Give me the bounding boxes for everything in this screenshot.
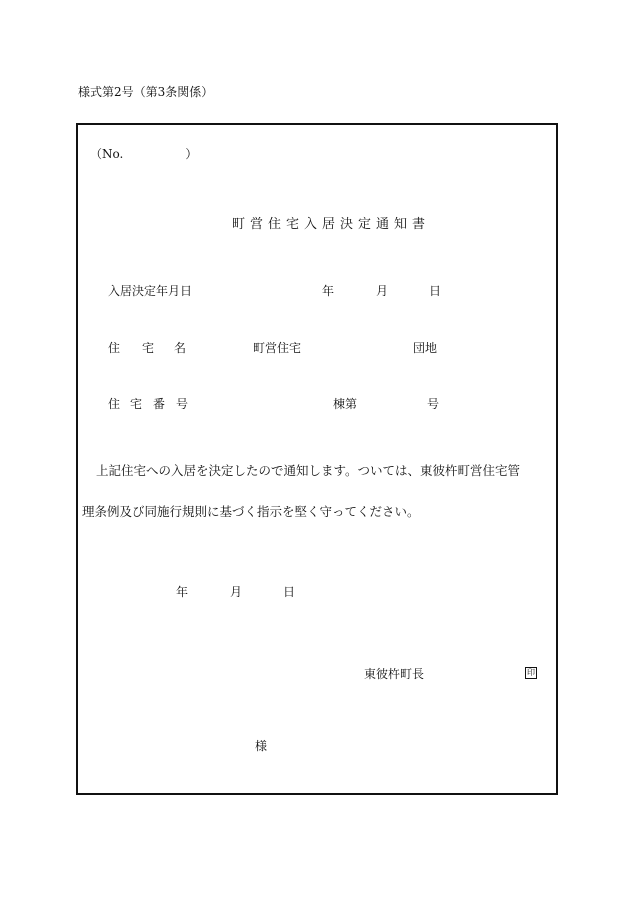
issuer-name: 東彼杵町長 xyxy=(364,667,425,681)
housing-number-label-2: 宅 xyxy=(130,397,143,411)
document-title: 町営住宅入居決定通知書 xyxy=(232,217,431,232)
housing-name-label-3: 名 xyxy=(174,341,187,355)
reference-close-paren: ） xyxy=(185,147,198,161)
decision-date-label: 入居決定年月日 xyxy=(108,284,193,298)
decision-date-month: 月 xyxy=(376,284,389,298)
housing-name-label-1: 住 xyxy=(108,341,121,355)
addressee-honorific: 様 xyxy=(255,739,268,753)
housing-number-suffix: 号 xyxy=(427,397,440,411)
issue-date-year: 年 xyxy=(176,585,189,599)
housing-number-label-1: 住 xyxy=(108,397,121,411)
decision-date-year: 年 xyxy=(322,284,335,298)
reference-open-paren: （ xyxy=(90,147,103,161)
decision-date-day: 日 xyxy=(429,284,442,298)
reference-number xyxy=(90,148,197,160)
notice-body-line-1: 上記住宅への入居を決定したので通知します。ついては、東彼杵町営住宅管 xyxy=(96,463,521,478)
issue-date-month: 月 xyxy=(230,585,243,599)
housing-name-prefix: 町営住宅 xyxy=(253,341,302,355)
housing-number-label-3: 番 xyxy=(153,397,166,411)
housing-name-label-2: 宅 xyxy=(142,341,155,355)
seal-stamp-mark: 印 xyxy=(527,668,535,677)
housing-name-suffix: 団地 xyxy=(413,341,438,355)
housing-building-label: 棟第 xyxy=(333,397,358,411)
housing-number-label-4: 号 xyxy=(176,397,189,411)
reference-no-label: No. xyxy=(102,147,124,161)
form-number: 様式第2号（第3条関係） xyxy=(78,85,214,99)
notice-body-line-2: 理条例及び同施行規則に基づく指示を堅く守ってください。 xyxy=(82,504,420,519)
issue-date-day: 日 xyxy=(283,585,296,599)
